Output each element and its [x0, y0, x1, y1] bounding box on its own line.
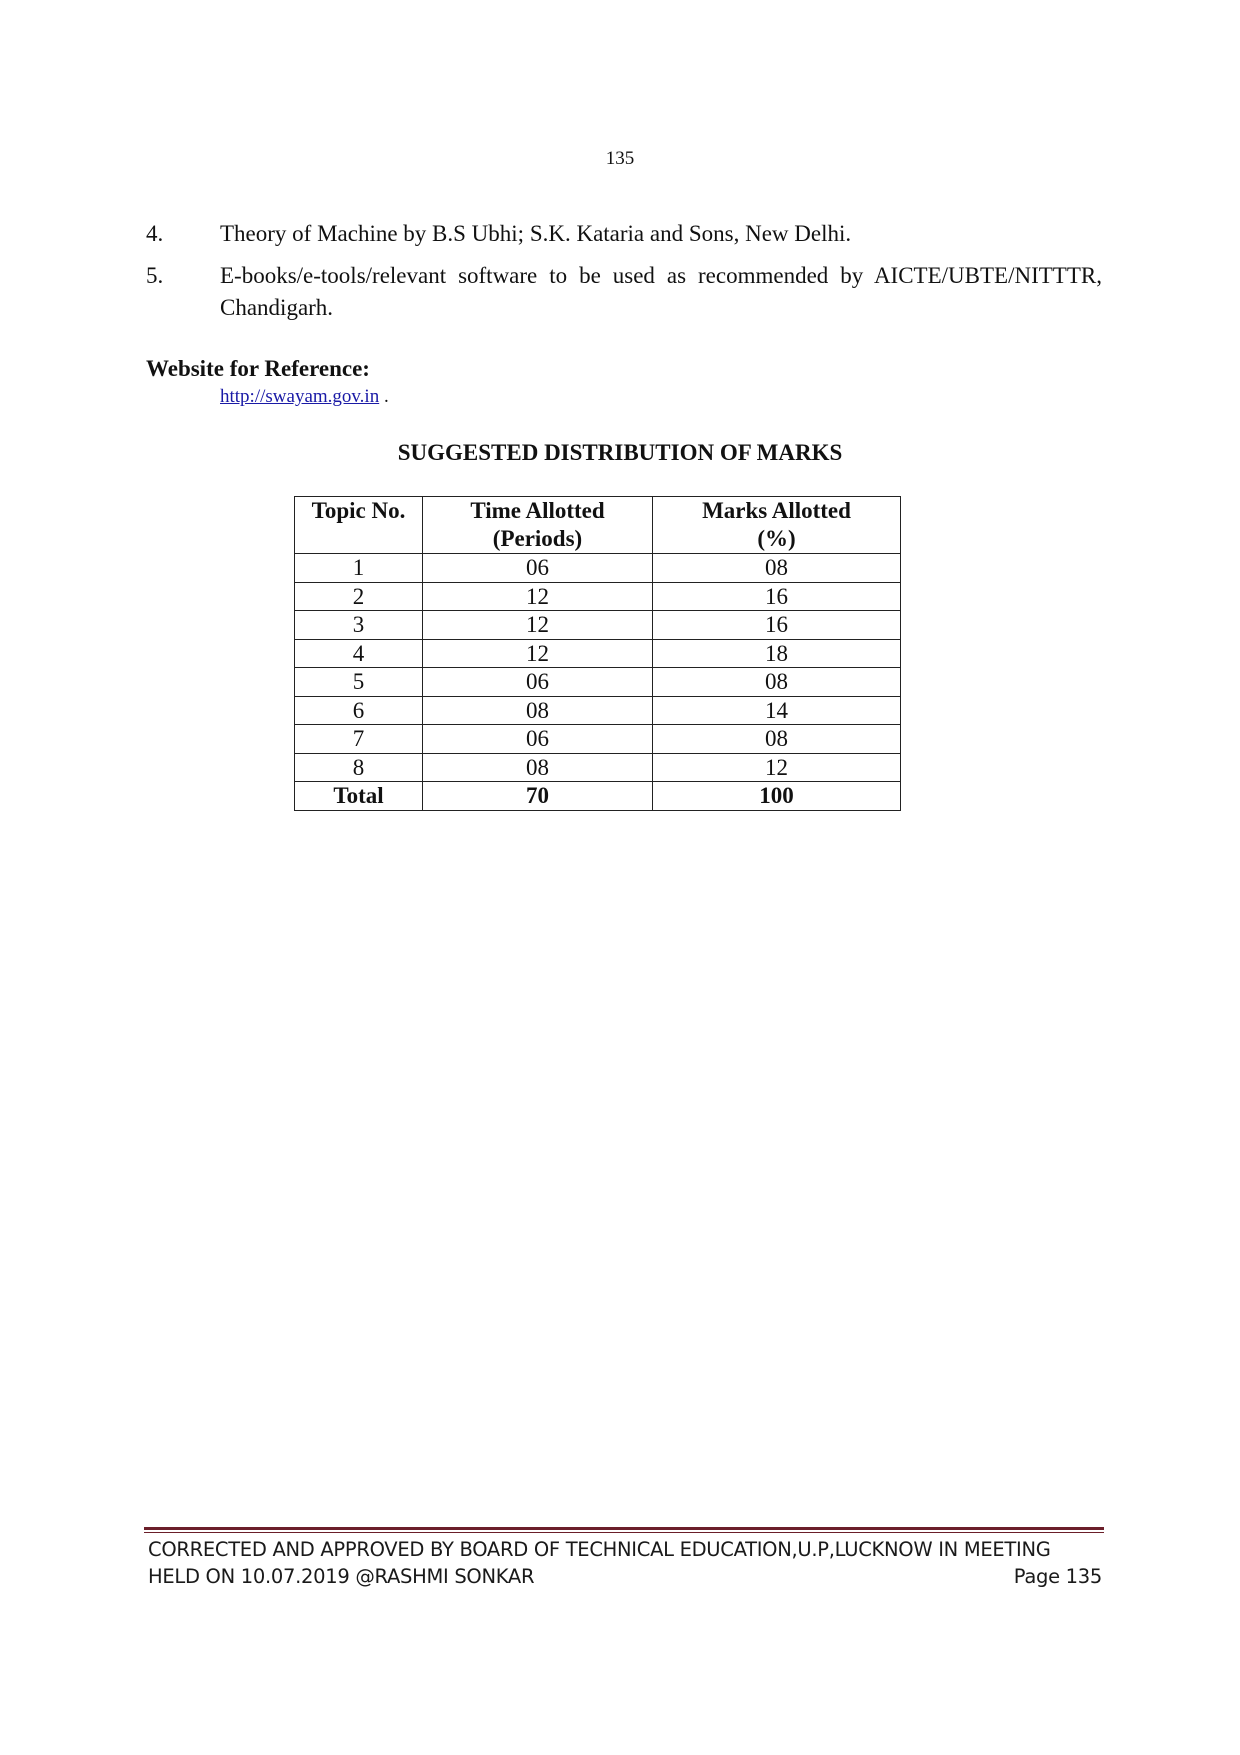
header-topic-no: Topic No. [295, 497, 423, 554]
table-row [295, 639, 901, 668]
time-allotted-cell: 12 [423, 582, 653, 611]
page-number-top: 135 [605, 148, 635, 169]
table-row [295, 725, 901, 754]
topic-no-cell: 4 [295, 639, 423, 668]
time-allotted-cell: 08 [423, 696, 653, 725]
time-allotted-cell: 12 [423, 639, 653, 668]
marks-allotted-cell: 08 [653, 725, 901, 754]
topic-no-cell: 8 [295, 753, 423, 782]
website-link[interactable]: http://swayam.gov.in [220, 386, 380, 407]
time-allotted-cell: 08 [423, 753, 653, 782]
marks-allotted-cell: 08 [653, 554, 901, 583]
website-line [220, 386, 389, 408]
table-row [295, 668, 901, 697]
time-allotted-cell: 06 [423, 725, 653, 754]
topic-no-cell: 5 [295, 668, 423, 697]
marks-allotted-cell: 12 [653, 753, 901, 782]
marks-allotted-cell: 16 [653, 582, 901, 611]
reference-item [146, 218, 1102, 250]
header-time-allotted: Time Allotted (Periods) [423, 497, 653, 554]
table-header-row [295, 497, 901, 554]
footer-line-1: CORRECTED AND APPROVED BY BOARD OF TECHNICAL EDUCATION,U.P,LUCKNOW IN MEETING [148, 1538, 1051, 1561]
total-marks-cell: 100 [653, 782, 901, 811]
topic-no-cell: 3 [295, 611, 423, 640]
table-row [295, 753, 901, 782]
footer-line-2: HELD ON 10.07.2019 @RASHMI SONKAR [148, 1565, 535, 1588]
marks-allotted-cell: 18 [653, 639, 901, 668]
topic-no-cell: 7 [295, 725, 423, 754]
topic-no-cell: 6 [295, 696, 423, 725]
table-row [295, 554, 901, 583]
marks-distribution-table [294, 496, 901, 811]
table-row [295, 611, 901, 640]
reference-list [146, 218, 1102, 334]
topic-no-cell: 2 [295, 582, 423, 611]
reference-number: 4. [146, 221, 164, 246]
footer-page-label: Page 135 [1013, 1565, 1102, 1588]
marks-allotted-cell: 08 [653, 668, 901, 697]
reference-text: E-books/e-tools/relevant software to be used as recommended by AICTE/UBTE/NITTTR, Chandigarh. [220, 263, 1102, 320]
website-suffix: . [379, 386, 389, 407]
website-heading: Website for Reference: [146, 356, 370, 381]
footer-divider [144, 1527, 1104, 1533]
marks-allotted-cell: 16 [653, 611, 901, 640]
time-allotted-cell: 06 [423, 668, 653, 697]
time-allotted-cell: 12 [423, 611, 653, 640]
header-marks-allotted: Marks Allotted (%) [653, 497, 901, 554]
table-total-row [295, 782, 901, 811]
reference-text: Theory of Machine by B.S Ubhi; S.K. Kataria and Sons, New Delhi. [220, 221, 852, 246]
total-label-cell: Total [295, 782, 423, 811]
topic-no-cell: 1 [295, 554, 423, 583]
reference-number: 5. [146, 263, 164, 288]
table-row [295, 696, 901, 725]
table-row [295, 582, 901, 611]
table-title: SUGGESTED DISTRIBUTION OF MARKS [397, 440, 843, 465]
time-allotted-cell: 06 [423, 554, 653, 583]
footer [148, 1536, 1102, 1590]
reference-item [146, 260, 1102, 324]
total-time-cell: 70 [423, 782, 653, 811]
marks-allotted-cell: 14 [653, 696, 901, 725]
